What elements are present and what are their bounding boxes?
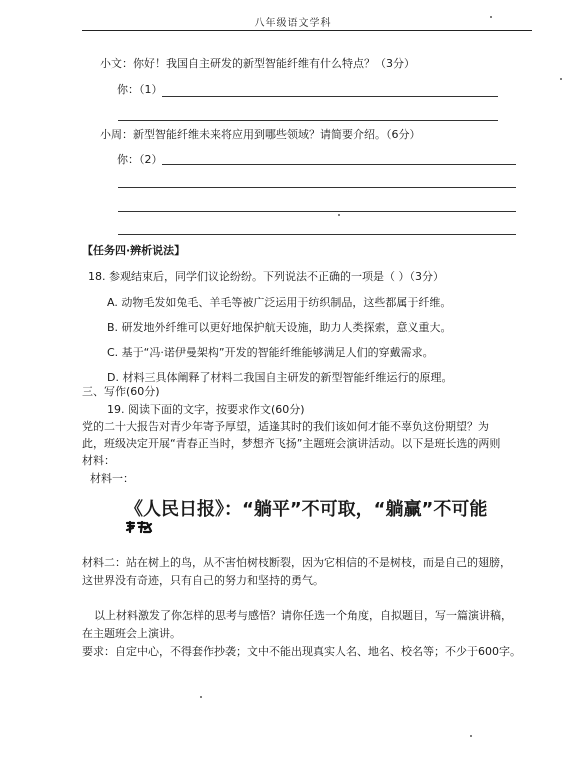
writing-section-title: 三、写作(60分) [82,385,160,398]
option-a: A. 动物毛发如兔毛、羊毛等被广泛运用于纺织制品，这些都属于纤维。 [107,296,452,309]
question-18: 18. 参观结束后，同学们议论纷纷。下列说法不正确的一项是（ ）（3分） [88,270,444,283]
answer-line-2c[interactable] [118,211,516,212]
page-header: 八年级语文学科 [254,18,332,29]
scan-speck [490,16,492,18]
requirement-line: 要求：自定中心，不得套作抄袭；文中不能出现真实人名、地名、校名等；不少于600字。 [82,645,521,658]
scan-speck [200,696,202,698]
option-b: B. 研发地外纤维可以更好地保护航天设施，助力人类探索，意义重大。 [107,321,452,334]
intro-line-1: 党的二十大报告对青少年寄予厚望，适逢其时的我们该如何才能不辜负这份期望？为 [82,420,489,433]
answer-line-2d[interactable] [118,234,516,235]
scan-speck [338,214,340,216]
question-xiaowen: 小文：你好！我国自主研发的新型智能纤维有什么特点？（3分） [100,57,415,70]
question-19: 19. 阅读下面的文字，按要求作文(60分) [107,403,305,416]
scan-speck [470,735,472,737]
prompt-line-1: 以上材料激发了你怎样的思考与感悟？请你任选一个角度，自拟题目，写一篇演讲稿， [94,609,512,622]
material1-headline: 《人民日报》：“躺平”不可取，“躺赢”不可能 [125,499,488,520]
answer-line-1a[interactable] [162,96,498,97]
material2-line-2: 这世界没有奇迹，只有自己的努力和坚持的勇气。 [82,574,324,587]
answer-line-2a[interactable] [162,164,516,165]
material1-label: 材料一： [90,472,134,485]
option-d: D. 材料三具体阐释了材料二我国自主研发的新型智能纤维运行的原理。 [107,371,453,384]
question-xiaozhou: 小周：新型智能纤维未来将应用到哪些领域？请简要介绍。（6分） [100,128,421,141]
header-rule [82,30,532,31]
scan-speck [560,78,562,80]
answer-prefix-2: 你：（2） [117,153,163,166]
stamp-seal-icon [125,520,153,534]
task4-heading: 【任务四·辨析说法】 [82,244,186,257]
intro-line-3: 材料： [82,454,115,467]
answer-line-2b[interactable] [118,187,516,188]
answer-prefix-1: 你：（1） [117,83,163,96]
prompt-line-2: 在主题班会上演讲。 [82,627,181,640]
option-c: C. 基于“冯·诺伊曼架构”开发的智能纤维能够满足人们的穿戴需求。 [107,346,434,359]
answer-line-1b[interactable] [118,120,498,121]
material2-line-1: 材料二：站在树上的鸟，从不害怕树枝断裂，因为它相信的不是树枝，而是自己的翅膀， [82,556,511,569]
intro-line-2: 此，班级决定开展“青春正当时，梦想齐飞扬”主题班会演讲活动。以下是班长选的两则 [82,437,501,450]
